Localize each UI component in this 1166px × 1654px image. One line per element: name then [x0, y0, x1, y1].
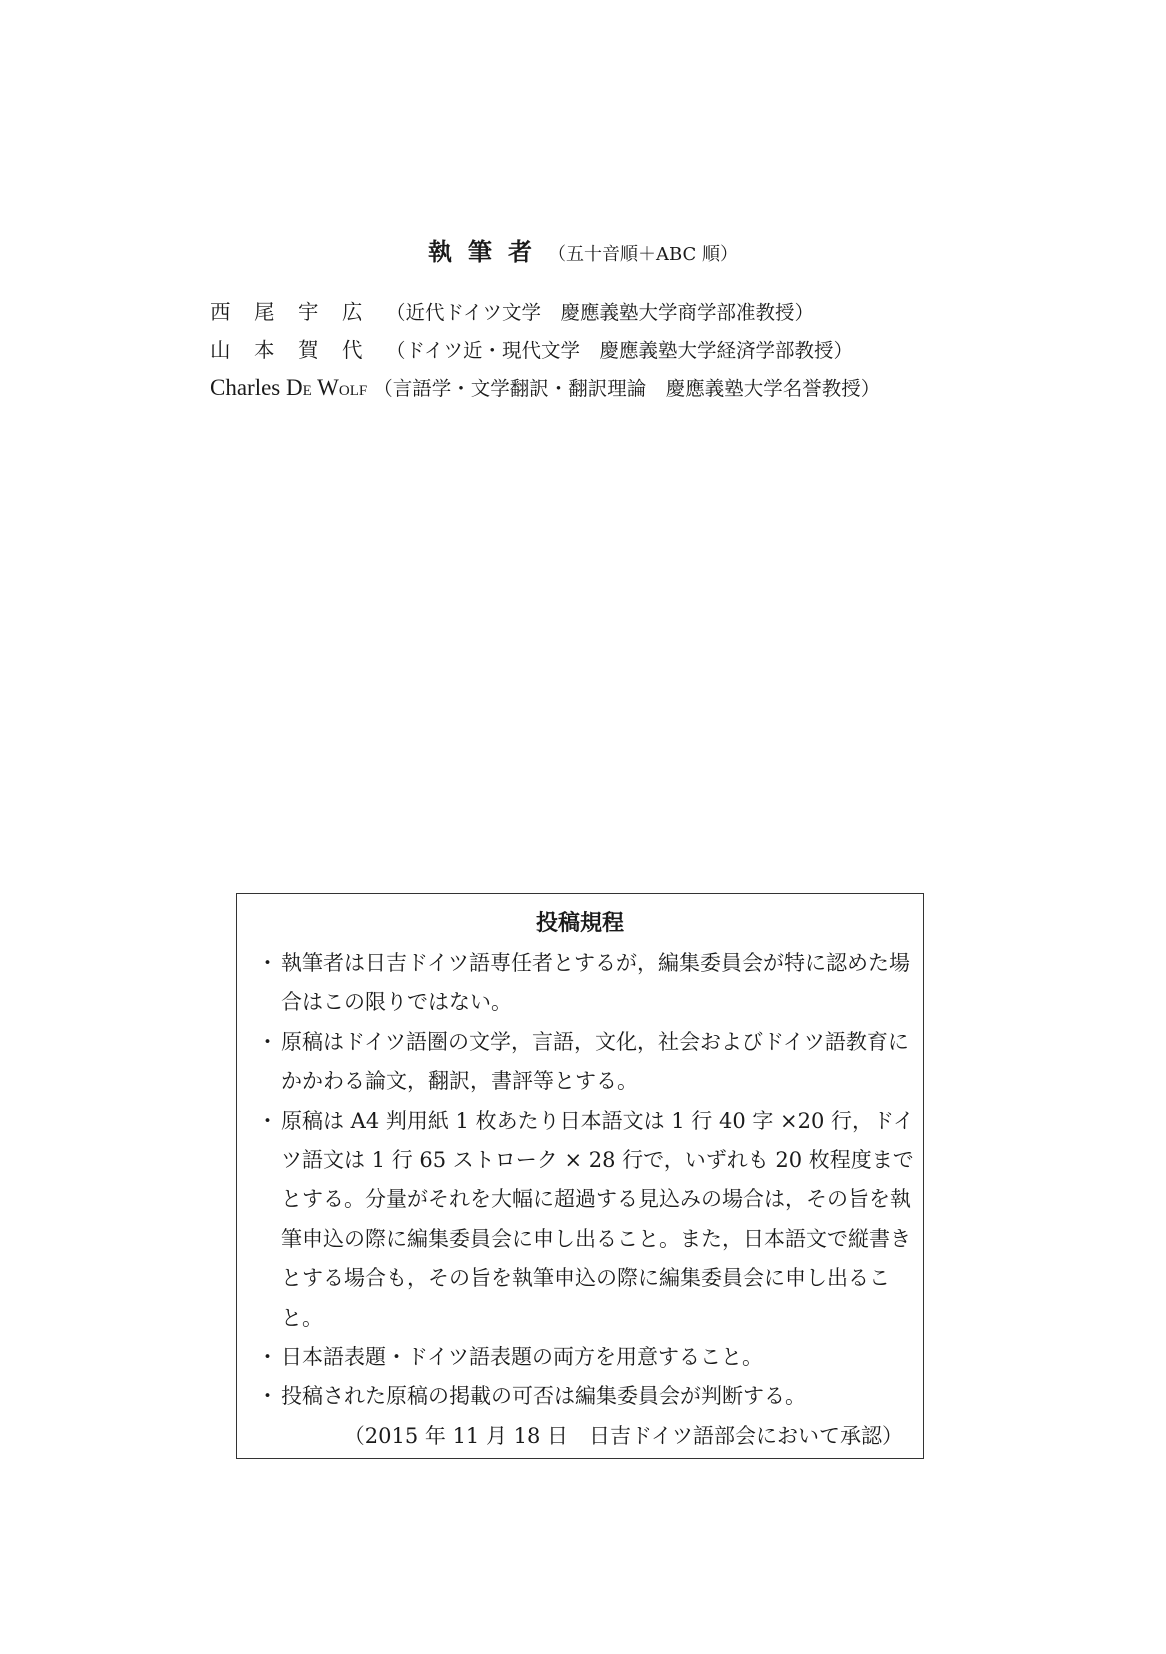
bullet-mark: ・: [257, 1384, 278, 1409]
author-name-en: Charles DE WOLF: [210, 375, 368, 400]
author-entry: [210, 293, 1150, 331]
author-affiliation: （近代ドイツ文学 慶應義塾大学商学部准教授）: [386, 301, 815, 324]
submission-rules-box: [236, 893, 924, 1459]
author-name: 西 尾 宇 広: [210, 300, 363, 324]
rules-title: 投稿規程: [535, 911, 624, 936]
rule-item: ・ 執筆者は日吉ドイツ語専任者とするが，編集委員会が特に認めた場合はこの限りではない。: [257, 944, 915, 1023]
heading-subtitle: （五十音順＋ABC 順）: [547, 244, 739, 265]
author-name: 山 本 賀 代: [210, 338, 363, 362]
approval-note: （2015 年 11 月 18 日 日吉ドイツ語部会において承認）: [343, 1424, 903, 1448]
heading-title: 執筆者: [427, 238, 548, 266]
bullet-mark: ・: [257, 1108, 278, 1133]
bullet-mark: ・: [257, 1029, 278, 1054]
author-entry: [210, 331, 1150, 369]
rules-list: [257, 944, 915, 1417]
author-entry-en: [210, 369, 1150, 407]
rule-item: ・ 原稿は A4 判用紙 1 枚あたり日本語文は 1 行 40 字 ×20 行，ドイツ語文は 1 行 65 ストローク × 28 行で，いずれも 20 枚程度までとする。分量がそれを大幅に超過する見込みの場合は，その旨を執筆申込の際に編集委員会に申し出ること。また，日本語文で縦書きとする場合も，その旨を執筆申込の際に編集委員会に申し出ること。: [257, 1102, 915, 1338]
rule-item: ・ 日本語表題・ドイツ語表題の両方を用意すること。: [257, 1338, 915, 1377]
bullet-mark: ・: [257, 1345, 278, 1370]
author-affiliation: （言語学・文学翻訳・翻訳理論 慶應義塾大学名誉教授）: [373, 377, 881, 400]
page-heading: [0, 232, 1166, 267]
author-affiliation: （ドイツ近・現代文学 慶應義塾大学経済学部教授）: [386, 339, 854, 362]
author-list: [210, 293, 1150, 407]
bullet-mark: ・: [257, 951, 278, 975]
rule-item: ・ 投稿された原稿の掲載の可否は編集委員会が判断する。: [257, 1377, 915, 1416]
rule-item: ・ 原稿はドイツ語圏の文学，言語，文化，社会およびドイツ語教育にかかわる論文，翻訳，書評等とする。: [257, 1023, 915, 1102]
